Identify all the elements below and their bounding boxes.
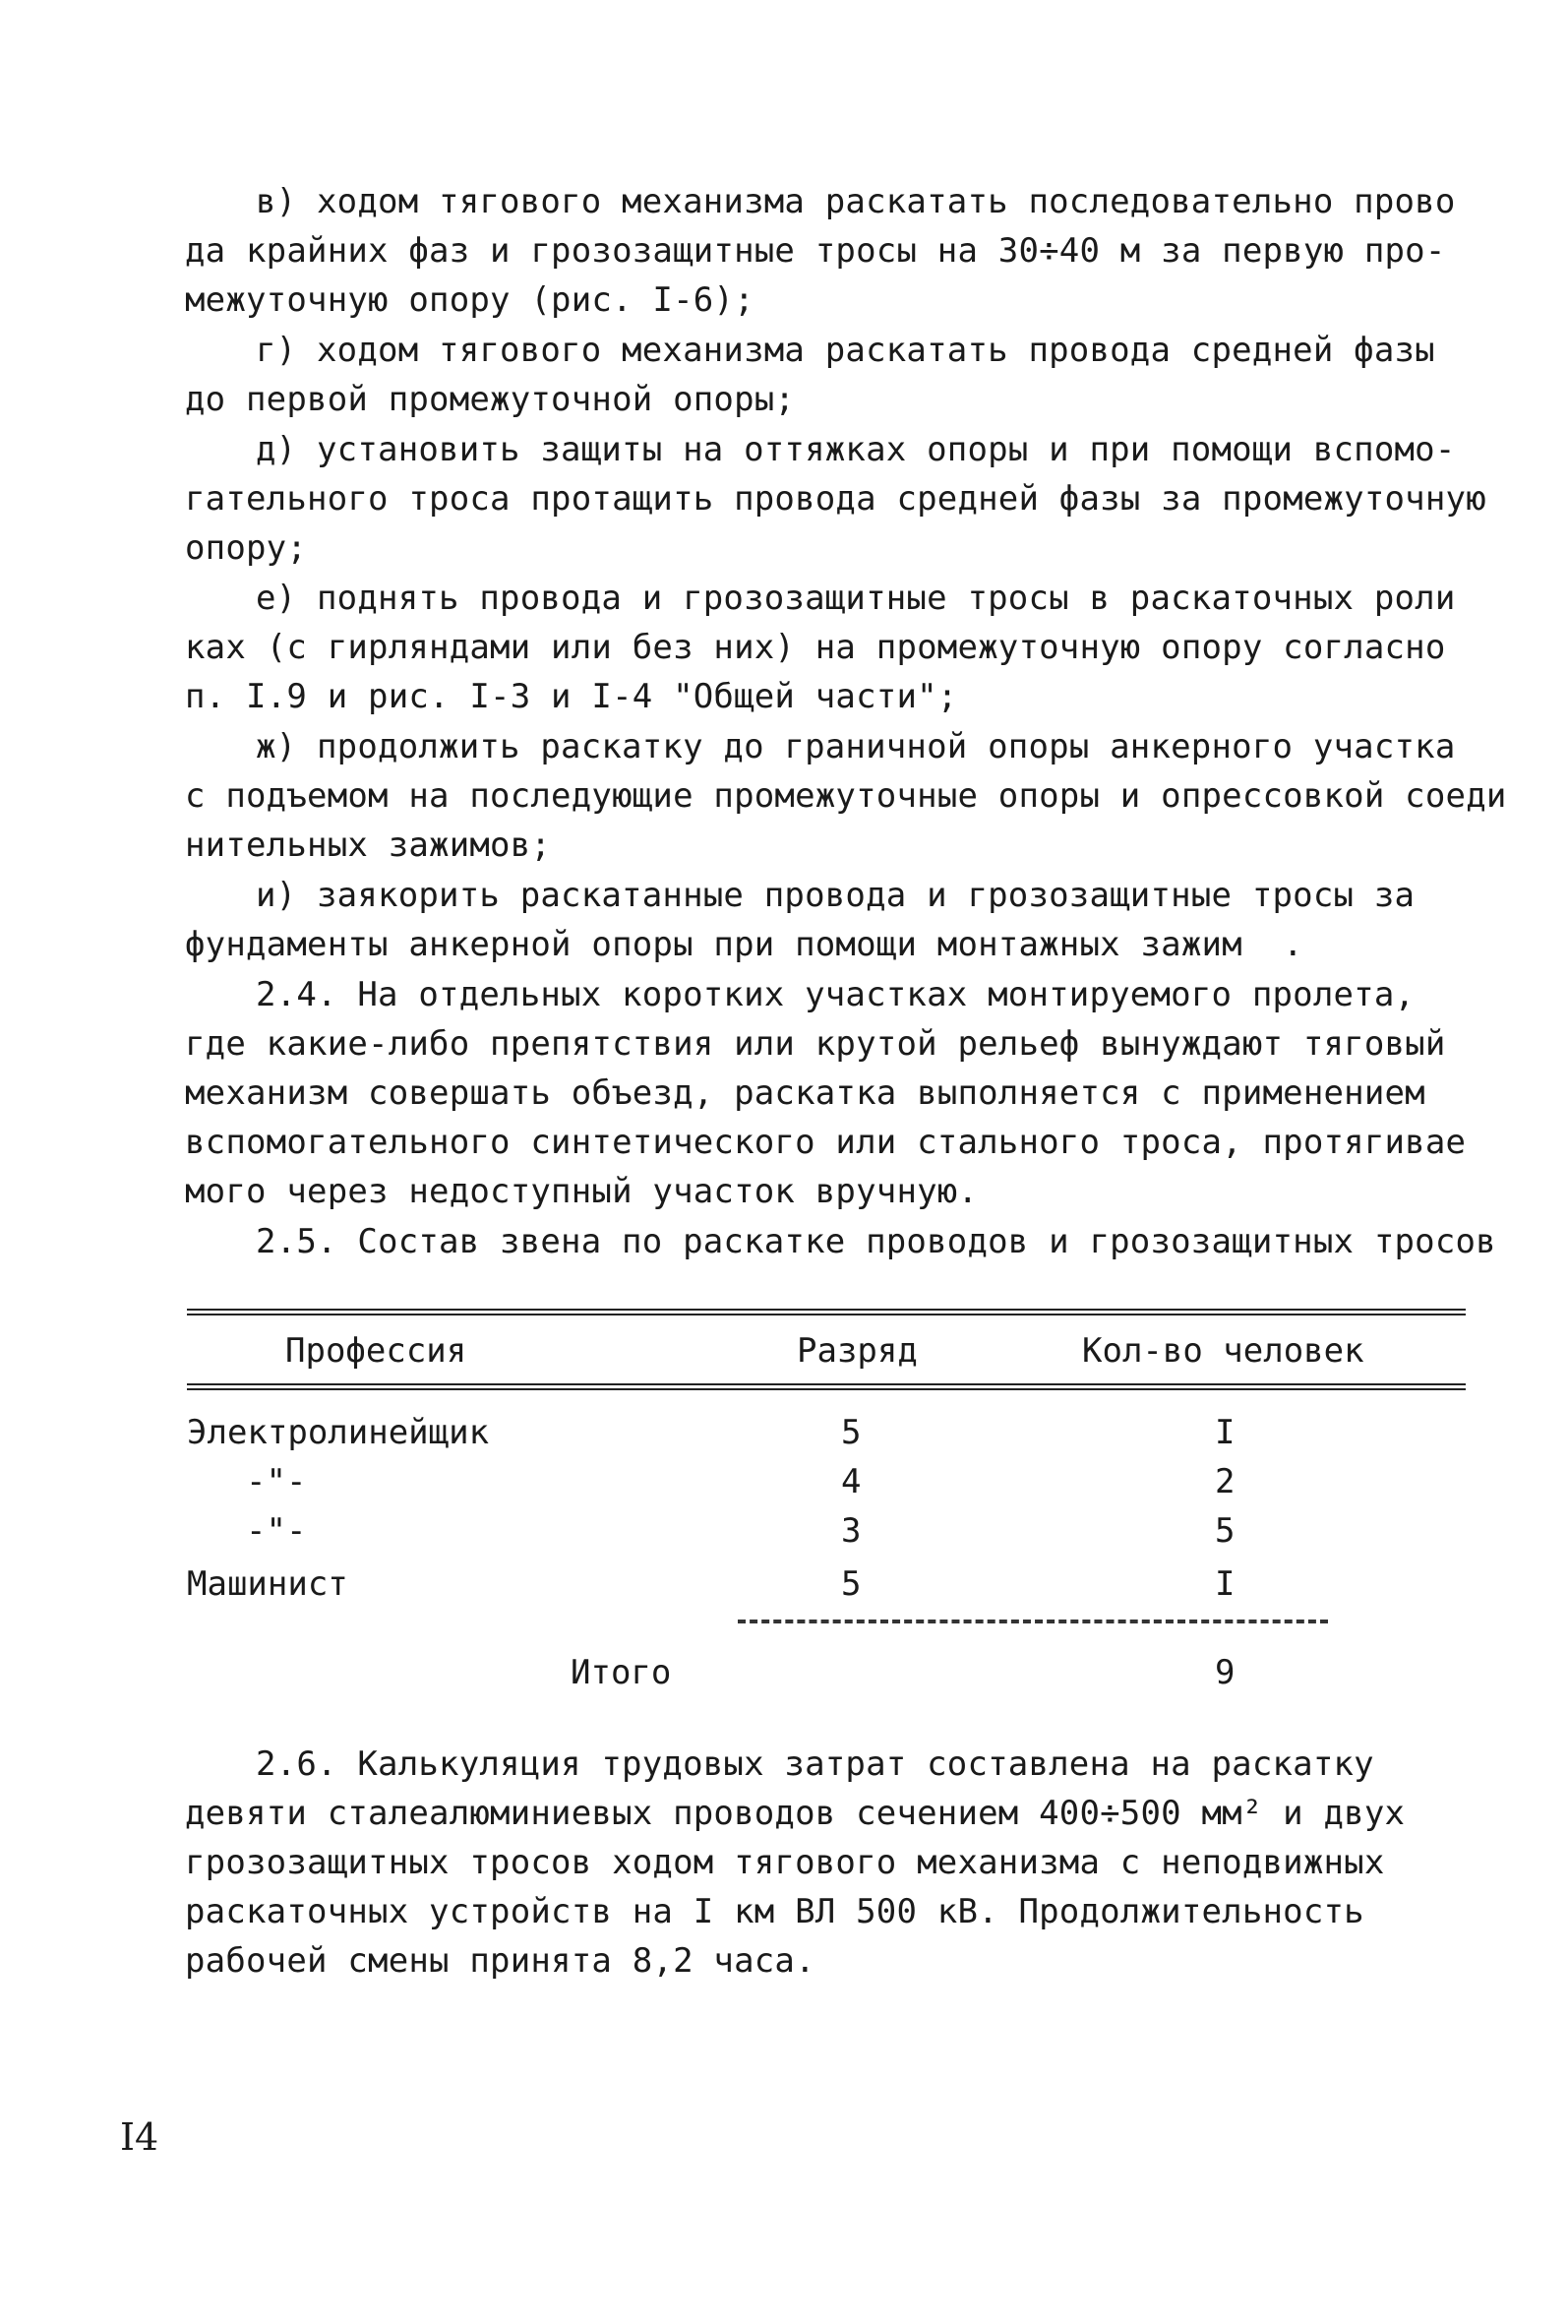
header-grade: Разряд: [797, 1331, 918, 1371]
row-count: I: [1215, 1413, 1236, 1452]
page-number: I4: [120, 2115, 159, 2159]
text-line: рабочей смены принята 8,2 часа.: [185, 1941, 815, 1981]
total-label: Итого: [571, 1653, 672, 1692]
text-line: девяти сталеалюминиевых проводов сечением 400÷500 мм² и двух: [185, 1794, 1406, 1833]
text-line: нительных зажимов;: [185, 826, 552, 865]
text-line: где какие-либо препятствия или крутой рельеф вынуждают тяговый: [185, 1024, 1446, 1064]
header-profession: Профессия: [285, 1331, 467, 1371]
text-line: г) ходом тягового механизма раскатать провода средней фазы: [256, 331, 1435, 370]
text-line: опору;: [185, 528, 308, 568]
text-line: фундаменты анкерной опоры при помощи монтажных зажим .: [185, 925, 1303, 964]
text-line: ж) продолжить раскатку до граничной опоры анкерного участка: [256, 727, 1456, 766]
text-line: вспомогательного синтетического или стального троса, протягивае: [185, 1123, 1467, 1162]
text-line: 2.4. На отдельных коротких участках монтируемого пролета,: [256, 975, 1416, 1014]
paragraph: [185, 722, 1523, 870]
total-separator: [738, 1620, 1328, 1623]
paragraph: [185, 574, 1523, 721]
row-profession: -"-: [246, 1511, 307, 1551]
row-profession: Машинист: [187, 1564, 348, 1604]
row-profession: Электролинейщик: [187, 1413, 490, 1452]
text-line: е) поднять провода и грозозащитные тросы в раскаточных роли: [256, 579, 1456, 618]
text-line: да крайних фаз и грозозащитные тросы на 30÷40 м за первую про-: [185, 231, 1446, 271]
row-grade: 4: [841, 1462, 862, 1501]
row-profession: -"-: [246, 1462, 307, 1501]
text-line: 2.5. Состав звена по раскатке проводов и грозозащитных тросов: [256, 1222, 1496, 1261]
text-line: ках (с гирляндами или без них) на промежуточную опору согласно: [185, 628, 1446, 667]
total-value: 9: [1215, 1653, 1236, 1692]
row-grade: 5: [841, 1564, 862, 1604]
text-line: механизм совершать объезд, раскатка выполняется с применением: [185, 1073, 1425, 1113]
text-line: и) заякорить раскатанные провода и грозозащитные тросы за: [256, 876, 1416, 915]
text-line: гательного троса протащить провода средней фазы за промежуточную: [185, 479, 1486, 519]
text-line: 2.6. Калькуляция трудовых затрат составлена на раскатку: [256, 1744, 1374, 1784]
row-grade: 3: [841, 1511, 862, 1551]
text-line: грозозащитных тросов ходом тягового механизма с неподвижных: [185, 1843, 1385, 1882]
header-count: Кол-во человек: [1082, 1331, 1364, 1371]
row-count: 2: [1215, 1462, 1236, 1501]
text-line: д) установить защиты на оттяжках опоры и при помощи вспомо-: [256, 430, 1456, 469]
paragraph: [185, 425, 1523, 573]
text-line: до первой промежуточной опоры;: [185, 380, 796, 419]
row-count: 5: [1215, 1511, 1236, 1551]
text-line: в) ходом тягового механизма раскатать последовательно прово: [256, 182, 1456, 221]
table-top-rule: [187, 1309, 1466, 1315]
text-line: п. I.9 и рис. I-3 и I-4 "Общей части";: [185, 677, 958, 716]
paragraph: [185, 1217, 1523, 1266]
text-line: межуточную опору (рис. I-6);: [185, 280, 754, 320]
paragraph: [185, 326, 1523, 424]
paragraph: [185, 1740, 1523, 1986]
text-line: мого через недоступный участок вручную.: [185, 1172, 979, 1211]
table-header-rule: [187, 1383, 1466, 1390]
paragraph: [185, 970, 1523, 1216]
text-line: раскаточных устройств на I км ВЛ 500 кВ. Продолжительность: [185, 1892, 1364, 1931]
row-count: I: [1215, 1564, 1236, 1604]
row-grade: 5: [841, 1413, 862, 1452]
text-line: с подъемом на последующие промежуточные опоры и опрессовкой соеди: [185, 776, 1507, 816]
paragraph: [185, 871, 1523, 969]
paragraph: [185, 177, 1523, 325]
